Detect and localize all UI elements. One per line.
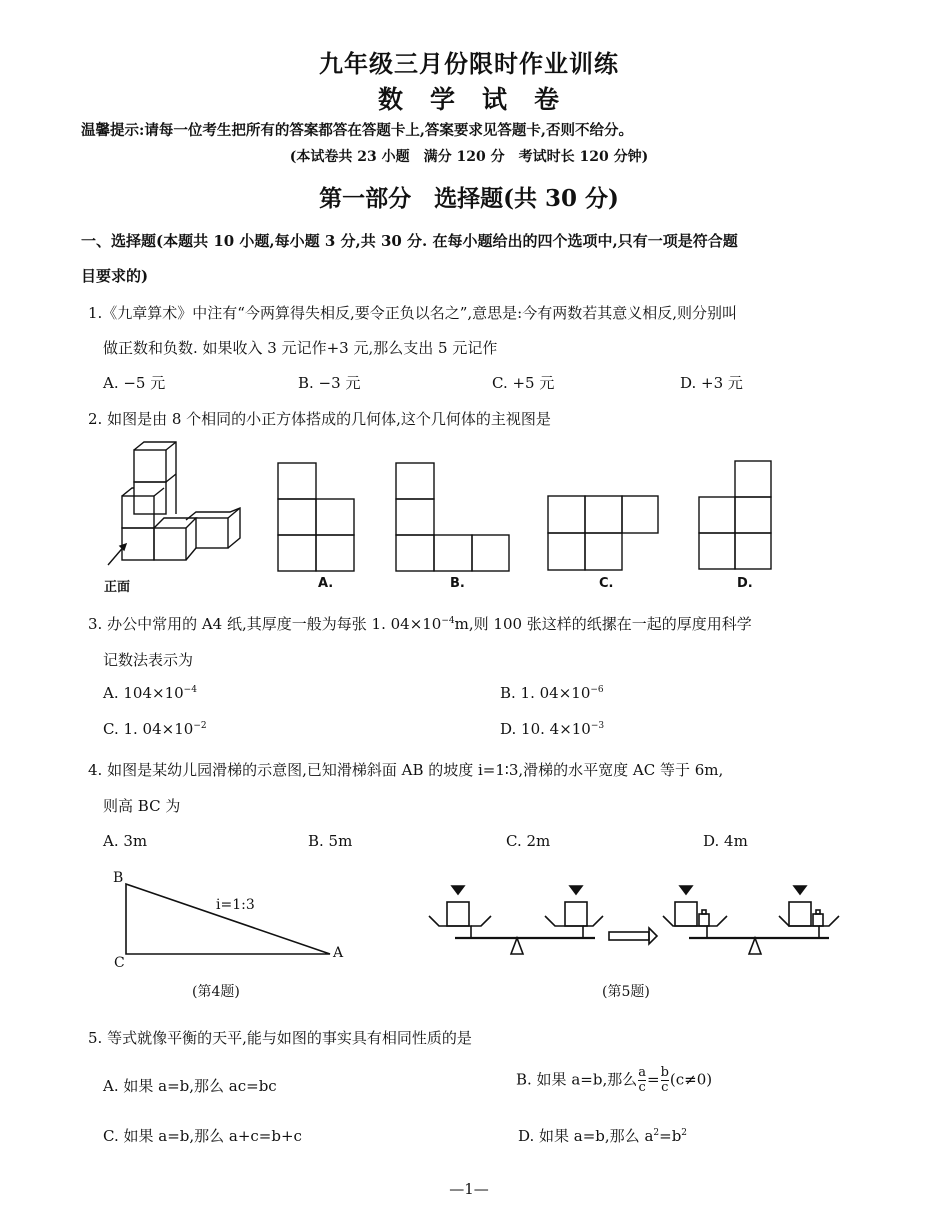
- q3-option-a: A. $104\times 10^{-4}$: [103, 684, 197, 702]
- q5-text: 5. 等式就像平衡的天平,能与如图的事实具有相同性质的是: [88, 1029, 472, 1047]
- q1-line1: 1.《九章算术》中注有“今两算得失相反,要令正负以名之”,意思是:今有两数若其意义相反,则分别叫: [88, 304, 738, 322]
- q2-text: 2. 如图是由 8 个相同的小正方体搭成的几何体,这个几何体的主视图是: [88, 410, 551, 428]
- q4-caption: (第4题): [192, 984, 240, 1000]
- q5-option-d: D. 如果 a=b,那么 $a^2=b^2$: [518, 1127, 688, 1145]
- q2-option-c-label: C.: [599, 576, 614, 591]
- q2-option-a-figure: [278, 463, 358, 573]
- q3-option-d: D. 10. $4\times 10^{-3}$: [500, 720, 605, 738]
- section-instructions-line1: 一、选择题(本题共 10 小题,每小题 3 分,共 30 分. 在每小题给出的四个选项中,只有一项是符合题: [81, 232, 738, 250]
- q3-option-b: B. 1. $04\times 10^{-6}$: [500, 684, 604, 702]
- q2-option-d-label: D.: [737, 576, 753, 591]
- q1-option-b: B. −3 元: [298, 374, 361, 392]
- exam-info: (本试卷共 23 小题 满分 120 分 考试时长 120 分钟): [289, 149, 649, 165]
- q5-balance-figure: [425, 880, 875, 965]
- q2-option-b-label: B.: [450, 576, 465, 591]
- q2-option-d-figure: [699, 461, 775, 573]
- q2-option-a-label: A.: [318, 576, 334, 591]
- q4-label-c: C: [114, 955, 125, 971]
- q4-option-b: B. 5m: [308, 832, 353, 850]
- q4-option-a: A. 3m: [103, 832, 148, 850]
- q5-caption: (第5题): [602, 984, 650, 1000]
- q4-line2: 则高 BC 为: [103, 797, 181, 815]
- q2-cube-figure: [100, 440, 250, 570]
- q4-line1: 4. 如图是某幼儿园滑梯的示意图,已知滑梯斜面 AB 的坡度 i=1∶3,滑梯的水平宽度 AC 等于 6m,: [88, 761, 724, 779]
- section-title: 第一部分 选择题(共 30 分): [319, 185, 619, 212]
- q3-option-c: C. 1. $04\times 10^{-2}$: [103, 720, 207, 738]
- q4-option-d: D. 4m: [703, 832, 748, 850]
- q4-label-a: A: [333, 945, 344, 961]
- q4-label-b: B: [113, 870, 124, 886]
- exam-title: 九年级三月份限时作业训练: [319, 49, 619, 78]
- q4-option-c: C. 2m: [506, 832, 551, 850]
- q5-frac-a-over-c: $\frac{a}{c}$: [638, 1065, 646, 1095]
- q5-option-a: A. 如果 a=b,那么 ac=bc: [103, 1077, 277, 1095]
- q5-option-b: B. 如果 a=b,那么 $\frac{a}{c}$ = $\frac{b}{c}$ (c≠0): [516, 1065, 713, 1095]
- q3-line2: 记数法表示为: [103, 651, 194, 669]
- exam-subject: 数 学 试 卷: [377, 85, 560, 114]
- q3-line1: 3. 办公中常用的 A4 纸,其厚度一般为每张 1. $04\times 10^{-4}m$,则 100 张这样的纸摞在一起的厚度用科学: [88, 615, 752, 633]
- q2-option-b-figure: [396, 463, 511, 573]
- q1-option-a: A. −5 元: [103, 374, 166, 392]
- q1-line2: 做正数和负数. 如果收入 3 元记作+3 元,那么支出 5 元记作: [103, 339, 498, 357]
- warm-tip: 温馨提示:请每一位考生把所有的答案都答在答题卡上,答案要求见答题卡,否则不给分。: [81, 122, 633, 139]
- q2-front-label: 正面: [104, 580, 131, 595]
- q5-frac-b-over-c: $\frac{b}{c}$: [660, 1065, 669, 1095]
- q1-option-d: D. +3 元: [680, 374, 743, 392]
- q4-slide-figure: [120, 880, 340, 960]
- q4-slope-label: i=1:3: [216, 897, 255, 913]
- q5-option-c: C. 如果 a=b,那么 a+c=b+c: [103, 1127, 302, 1145]
- q2-option-c-figure: [548, 496, 660, 572]
- section-instructions-line2: 目要求的): [81, 267, 149, 285]
- q1-option-c: C. +5 元: [492, 374, 555, 392]
- page-number: —1—: [449, 1180, 489, 1198]
